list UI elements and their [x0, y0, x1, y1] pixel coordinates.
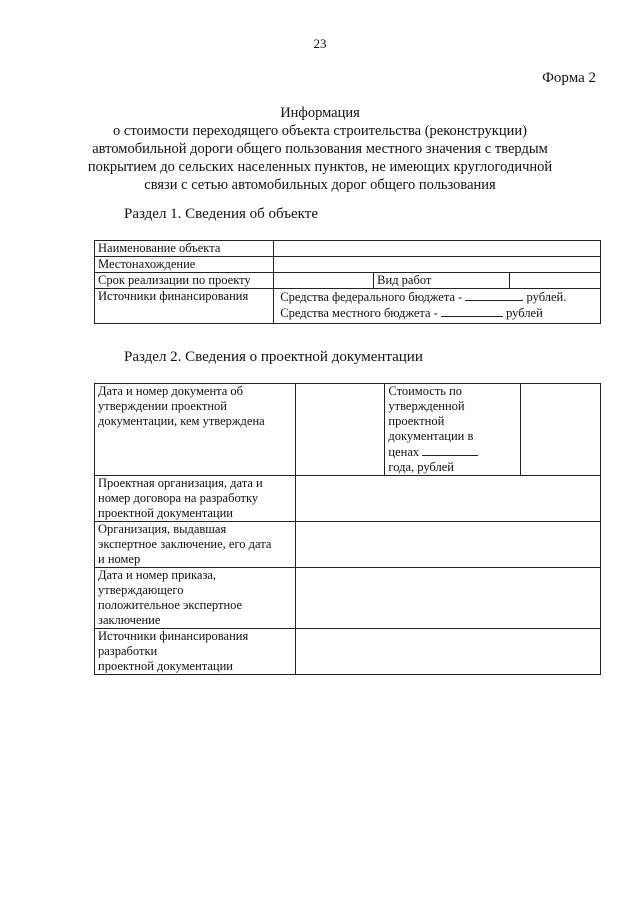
label-line: утверждающего: [98, 583, 184, 597]
design-org-label: [95, 476, 296, 522]
table-row: [95, 241, 601, 257]
title-line: автомобильной дороги общего пользования местного значения с твердым: [92, 141, 548, 157]
label-line: заключение: [98, 613, 161, 627]
label-line: Дата и номер документа об: [98, 384, 244, 398]
federal-budget-label: Средства федерального бюджета -: [280, 290, 463, 304]
label-line: документации, кем утверждена: [98, 414, 265, 428]
title-line: о стоимости переходящего объекта строительства (реконструкции): [113, 123, 527, 139]
label-line: утвержденной: [388, 399, 465, 413]
label-line: проектной документации: [98, 659, 233, 673]
price-year-blank[interactable]: [422, 444, 478, 456]
design-org-value[interactable]: [295, 476, 600, 522]
label-line: года, рублей: [388, 460, 454, 474]
federal-budget-blank[interactable]: [465, 289, 523, 301]
section2-heading: Раздел 2. Сведения о проектной документации: [124, 349, 423, 365]
label-line: Организация, выдавшая: [98, 522, 227, 536]
label-line: проектной документации: [98, 506, 233, 520]
local-budget-line: [280, 305, 597, 321]
federal-budget-line: [280, 289, 597, 305]
approval-doc-value[interactable]: [295, 384, 385, 476]
funding-sources-value: [274, 289, 601, 324]
local-budget-unit: рублей: [506, 306, 543, 320]
label-line: разработки: [98, 644, 158, 658]
table-row: [95, 384, 601, 476]
federal-budget-unit: рублей.: [526, 290, 567, 304]
label-line: экспертное заключение, его дата: [98, 537, 272, 551]
table-row: [95, 289, 601, 324]
label-line: Источники финансирования: [98, 629, 249, 643]
approval-order-value[interactable]: [295, 568, 600, 629]
label-line: ценах: [388, 444, 517, 460]
section1-heading: Раздел 1. Сведения об объекте: [124, 206, 318, 222]
approval-doc-label: [95, 384, 296, 476]
label-line: документации в: [388, 429, 474, 443]
label-line: Проектная организация, дата и: [98, 476, 263, 490]
funding-sources-label: Источники финансирования: [95, 289, 274, 324]
expert-org-label: [95, 522, 296, 568]
object-name-value[interactable]: [274, 241, 601, 257]
table-row: [95, 568, 601, 629]
expert-org-value[interactable]: [295, 522, 600, 568]
docs-funding-value[interactable]: [295, 629, 600, 675]
docs-funding-label: [95, 629, 296, 675]
table-row: [95, 629, 601, 675]
page-number: 23: [313, 36, 327, 51]
project-docs-table: [94, 383, 601, 675]
form-label: Форма 2: [542, 70, 596, 86]
local-budget-label: Средства местного бюджета -: [280, 306, 438, 320]
cost-label: [385, 384, 521, 476]
title-line: Информация: [280, 105, 360, 121]
approval-order-label: [95, 568, 296, 629]
document-title: [60, 104, 580, 194]
term-label: Срок реализации по проекту: [95, 273, 274, 289]
label-line: Дата и номер приказа,: [98, 568, 217, 582]
location-value[interactable]: [274, 257, 601, 273]
table-row: [95, 273, 601, 289]
label-line: Стоимость по: [388, 384, 463, 398]
work-type-value[interactable]: [510, 273, 601, 289]
local-budget-blank[interactable]: [441, 305, 503, 317]
label-line: положительное экспертное: [98, 598, 243, 612]
table-row: [95, 522, 601, 568]
title-line: связи с сетью автомобильных дорог общего пользования: [144, 177, 496, 193]
table-row: [95, 257, 601, 273]
label-line: утверждении проектной: [98, 399, 227, 413]
table-row: [95, 476, 601, 522]
label-line: и номер: [98, 552, 141, 566]
label-line: номер договора на разработку: [98, 491, 259, 505]
term-value[interactable]: [274, 273, 374, 289]
location-label: Местонахождение: [95, 257, 274, 273]
cost-value[interactable]: [521, 384, 601, 476]
label-line: проектной: [388, 414, 445, 428]
title-line: покрытием до сельских населенных пунктов, не имеющих круглогодичной: [87, 159, 553, 175]
object-name-label: Наименование объекта: [95, 241, 274, 257]
object-info-table: [94, 240, 601, 324]
work-type-label: Вид работ: [374, 273, 510, 289]
